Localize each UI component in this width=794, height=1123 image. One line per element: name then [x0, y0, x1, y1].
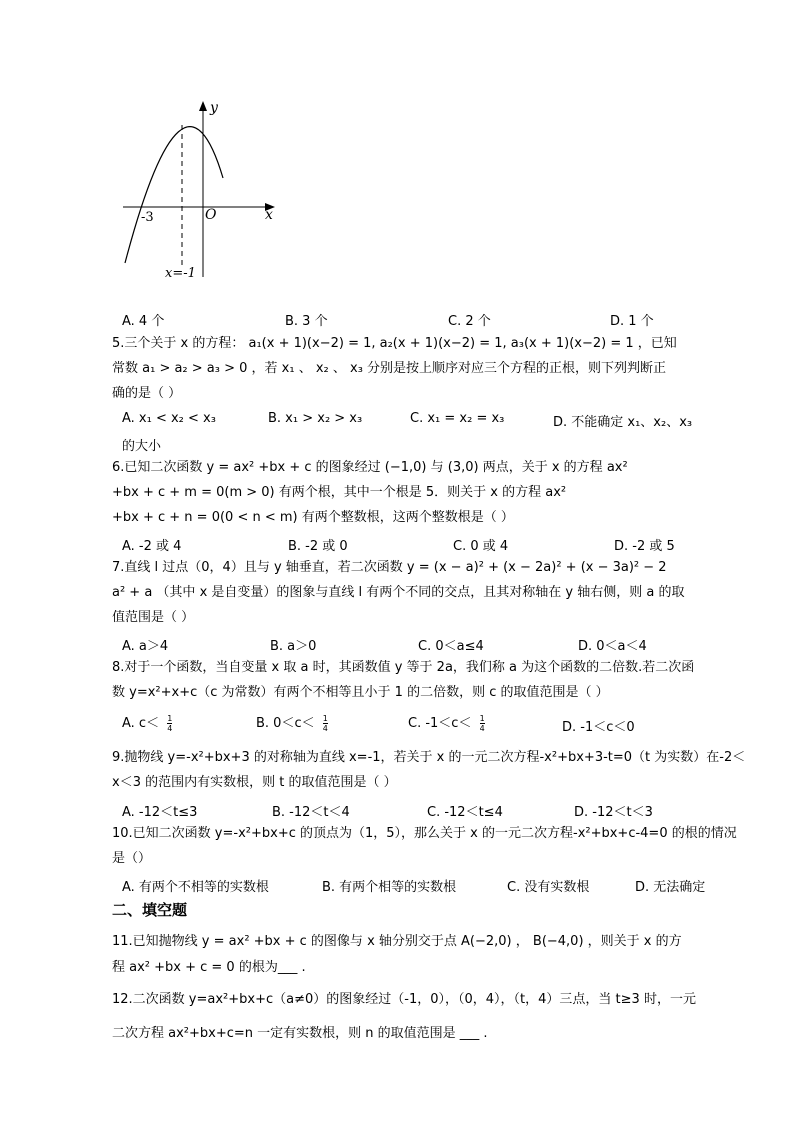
y-axis-arrow	[199, 101, 207, 111]
q9-line-2: x＜3 的范围内有实数根，则 t 的取值范围是（ ）	[112, 775, 397, 790]
q8-option-a-text: A. c＜	[122, 716, 160, 731]
fraction-numerator: 1	[322, 714, 328, 723]
q7-line-1: 7.直线 l 过点（0，4）且与 y 轴垂直，若二次函数 y = (x − a)² + (x − 2a)² + (x − 3a)² − 2	[112, 560, 667, 575]
fraction-denominator: 4	[479, 724, 485, 733]
q5-option-b: B. x₁ > x₂ > x₃	[268, 411, 363, 426]
q7-line-2: a² + a （其中 x 是自变量）的图象与直线 l 有两个不同的交点，且其对称轴在 y 轴右侧，则 a 的取	[112, 585, 685, 600]
q12-line-1: 12.二次函数 y=ax²+bx+c（a≠0）的图象经过（-1，0），（0，4），（t，4）三点，当 t≥3 时，一元	[112, 992, 696, 1007]
q5-line-1: 5.三个关于 x 的方程： a₁(x + 1)(x−2) = 1, a₂(x + 1)(x−2) = 1, a₃(x + 1)(x−2) = 1 ，已知	[112, 336, 677, 351]
q7-option-b: B. a＞0	[270, 639, 317, 654]
q9-option-a: A. -12＜t≤3	[122, 805, 198, 820]
q10-option-c: C. 没有实数根	[507, 880, 590, 895]
q6-line-1: 6.已知二次函数 y = ax² +bx + c 的图象经过 (−1,0) 与 (3,0) 两点，关于 x 的方程 ax²	[112, 460, 628, 475]
fraction-denominator: 4	[322, 724, 328, 733]
q8-option-b	[256, 712, 328, 733]
q9-option-d: D. -12＜t＜3	[574, 805, 653, 820]
q5-option-a: A. x₁ < x₂ < x₃	[122, 411, 216, 426]
y-axis-label: y	[210, 100, 218, 116]
q4-option-a: A. 4 个	[122, 314, 165, 329]
fraction-denominator: 4	[167, 724, 173, 733]
minus3-label: -3	[141, 210, 154, 225]
fraction	[167, 714, 172, 733]
q8-option-a	[122, 712, 172, 733]
q10-line-1: 10.已知二次函数 y=-x²+bx+c 的顶点为（1，5），那么关于 x 的一元二次方程-x²+bx+c-4=0 的根的情况	[112, 826, 737, 841]
q7-option-d: D. 0＜a＜4	[578, 639, 647, 654]
q6-option-c: C. 0 或 4	[453, 539, 509, 554]
fraction	[480, 714, 485, 733]
q9-line-1: 9.抛物线 y=-x²+bx+3 的对称轴为直线 x=-1，若关于 x 的一元二次方程-x²+bx+3-t=0（t 为实数）在-2＜	[112, 750, 746, 765]
parabola-curve	[125, 127, 223, 263]
q8-option-d: D. -1＜c＜0	[562, 720, 635, 735]
q6-line-2: +bx + c + m = 0(m > 0) 有两个根，其中一个根是 5．则关于 x 的方程 ax²	[112, 485, 567, 500]
section-heading-fill-in: 二、填空题	[112, 901, 188, 919]
q10-option-b: B. 有两个相等的实数根	[322, 880, 457, 895]
q5-line-3: 确的是（ ）	[112, 386, 182, 401]
fraction	[323, 714, 328, 733]
q10-option-d: D. 无法确定	[635, 880, 706, 895]
q6-option-b: B. -2 或 0	[288, 539, 348, 554]
q5-option-d-continued: 的大小	[122, 439, 162, 454]
q6-option-a: A. -2 或 4	[122, 539, 182, 554]
q8-line-2: 数 y=x²+x+c（c 为常数）有两个不相等且小于 1 的二倍数，则 c 的取值范围是（ ）	[112, 685, 609, 700]
q8-line-1: 8.对于一个函数，当自变量 x 取 a 时，其函数值 y 等于 2a，我们称 a 为这个函数的二倍数.若二次函	[112, 660, 695, 675]
q10-option-a: A. 有两个不相等的实数根	[122, 880, 269, 895]
q5-option-d: D. 不能确定 x₁、x₂、x₃	[553, 415, 693, 430]
q4-option-b: B. 3 个	[285, 314, 328, 329]
q6-option-d: D. -2 或 5	[614, 539, 675, 554]
q8-option-b-text: B. 0＜c＜	[256, 716, 315, 731]
q4-option-d: D. 1 个	[610, 314, 654, 329]
q12-line-2: 二次方程 ax²+bx+c=n 一定有实数根，则 n 的取值范围是 ___ .	[112, 1026, 488, 1041]
parabola-graph	[115, 95, 285, 285]
fraction-numerator: 1	[167, 714, 173, 723]
q10-line-2: 是（）	[112, 851, 152, 866]
q9-option-c: C. -12＜t≤4	[427, 805, 503, 820]
q7-line-3: 值范围是（ ）	[112, 610, 195, 625]
q11-line-1: 11.已知抛物线 y = ax² +bx + c 的图像与 x 轴分别交于点 A(−2,0) ， B(−4,0) ，则关于 x 的方	[112, 934, 682, 949]
origin-label: O	[205, 207, 217, 223]
q5-option-c: C. x₁ = x₂ = x₃	[410, 411, 505, 426]
x-axis-label: x	[265, 207, 273, 223]
q8-option-c	[408, 712, 485, 733]
q9-option-b: B. -12＜t＜4	[272, 805, 350, 820]
q7-option-c: C. 0＜a≤4	[418, 639, 484, 654]
q8-option-c-text: C. -1＜c＜	[408, 716, 472, 731]
q4-option-c: C. 2 个	[448, 314, 491, 329]
q6-line-3: +bx + c + n = 0(0 < n < m) 有两个整数根，这两个整数根是（ ）	[112, 510, 514, 525]
q5-line-2: 常数 a₁ > a₂ > a₃ > 0 ，若 x₁ 、 x₂ 、 x₃ 分别是按上顺序对应三个方程的正根，则下列判断正	[112, 361, 667, 376]
symmetry-line-label: x=-1	[165, 266, 196, 281]
fraction-numerator: 1	[479, 714, 485, 723]
q11-line-2: 程 ax² +bx + c = 0 的根为___ .	[112, 960, 306, 975]
q7-option-a: A. a＞4	[122, 639, 169, 654]
